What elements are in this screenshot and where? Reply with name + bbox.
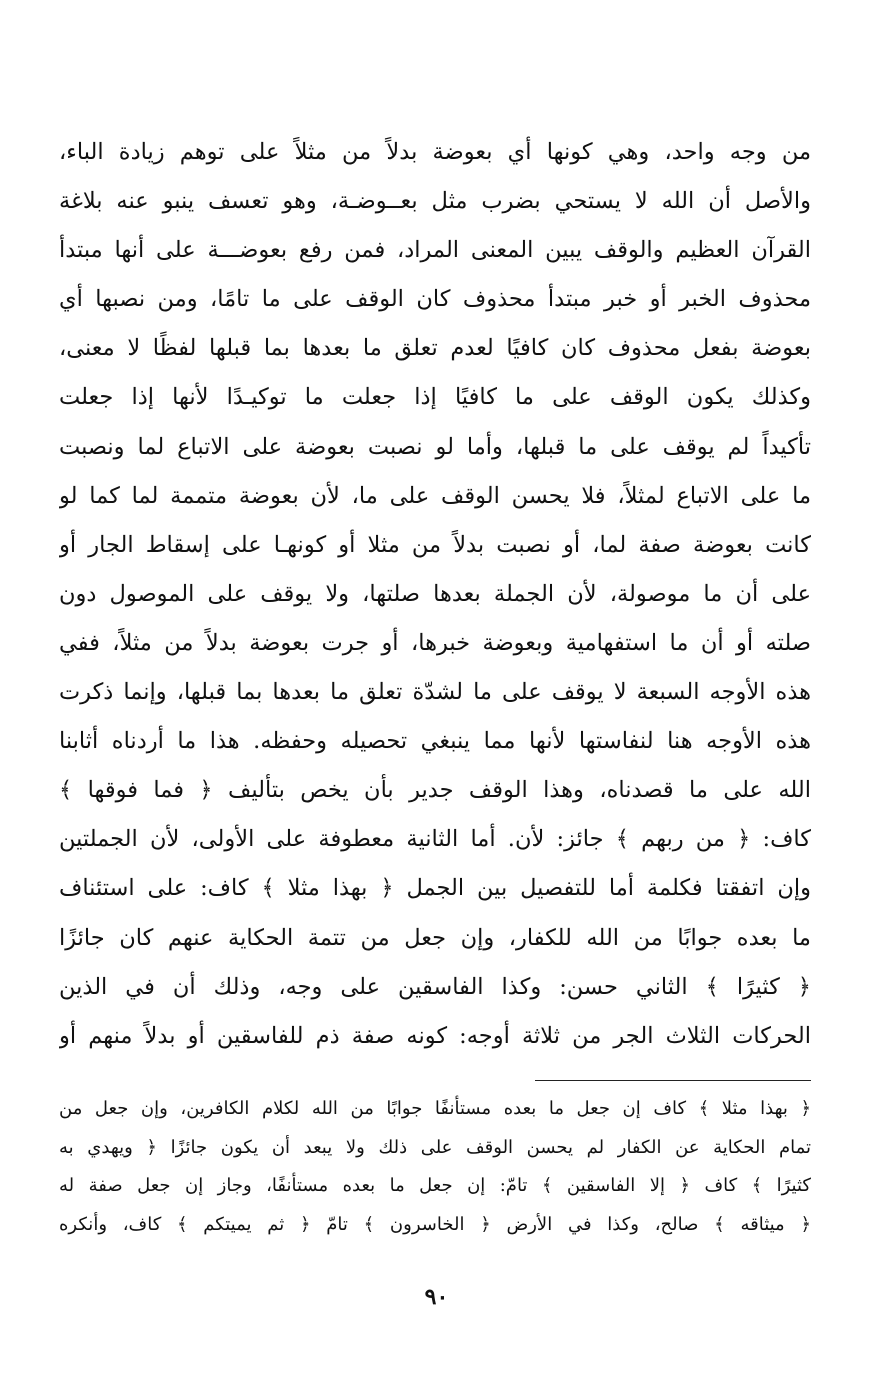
body-line: وإن اتفقتا فكلمة أما للتفصيل بين الجمل ﴿ بهذا مثلا ﴾ كاف: على استئناف: [59, 875, 811, 902]
body-line: على أن ما موصولة، لأن الجملة بعدها صلتها، ولا يوقف على الموصول دون: [59, 580, 811, 607]
footnote-line: ﴿ بهذا مثلا ﴾ كاف إن جعل ما بعده مستأنفًا جوابًا من الله لكلام الكافرين، وإن جعل من: [59, 1098, 811, 1119]
body-line: من وجه واحد، وهي كونها أي بعوضة بدلاً من مثلاً على توهم زيادة الباء،: [59, 139, 811, 165]
body-line: القرآن العظيم والوقف يبين المعنى المراد، فمن رفع بعوضـــة على أنها مبتدأ: [59, 237, 811, 264]
body-line: هذه الأوجه السبعة لا يوقف على ما لشدّة تعلق ما بعدها بما قبلها، وإنما ذكرت: [59, 679, 811, 706]
body-line: الحركات الثلاث الجر من ثلاثة أوجه: كونه صفة ذم للفاسقين أو بدلاً منهم أو: [59, 1022, 811, 1049]
body-line: ﴿ كثيرًا ﴾ الثاني حسن: وكذا الفاسقين على وجه، وذلك أن في الذين: [59, 973, 811, 1000]
main-body-text: [59, 128, 811, 1061]
body-line: تأكيداً لم يوقف على ما قبلها، وأما لو نصبت بعوضة على الاتباع لما ونصبت: [59, 433, 811, 460]
footnotes: [59, 1090, 811, 1245]
body-line: ما بعده جوابًا من الله للكفار، وإن جعل من تتمة الحكاية عنهم كان جائزًا: [59, 924, 811, 951]
body-line: وكذلك يكون الوقف على ما كافيًا إذا جعلت ما توكيـدًا لأنها إذا جعلت: [59, 384, 811, 411]
body-line: صلته أو أن ما استفهامية وبعوضة خبرها، أو جرت بعوضة بدلاً من مثلاً، ففي: [59, 629, 811, 656]
body-line: كاف: ﴿ من ربهم ﴾ جائز: لأن. أما الثانية معطوفة على الأولى، لأن الجملتين: [59, 826, 811, 853]
footnote-line: كثيرًا ﴾ كاف ﴿ إلا الفاسقين ﴾ تامّ: إن جعل ما بعده مستأنفًا، وجاز إن جعل صفة له: [59, 1175, 811, 1197]
body-line: كانت بعوضة صفة لما، أو نصبت بدلاً من مثلا أو كونهـا على إسقاط الجار أو: [59, 531, 811, 558]
body-line: ما على الاتباع لمثلاً، فلا يحسن الوقف على ما، لأن بعوضة متممة لما كما لو: [59, 482, 811, 509]
body-line: بعوضة بفعل محذوف كان كافيًا لعدم تعلق ما بعدها بما قبلها لفظًا لا معنى،: [59, 335, 811, 362]
footnote-divider: [535, 1080, 811, 1081]
body-line: محذوف الخبر أو خبر مبتدأ محذوف كان الوقف على ما تامًا، ومن نصبها أي: [59, 286, 811, 313]
body-line: هذه الأوجه هنا لنفاستها لأنها مما ينبغي تحصيله وحفظه. هذا ما أردناه أثابنا: [59, 728, 811, 755]
page-number: ٩٠: [424, 1284, 449, 1310]
body-line: والأصل أن الله لا يستحي بضرب مثل بعــوضـة، وهو تعسف ينبو عنه بلاغة: [59, 188, 811, 215]
footnote-line: ﴿ ميثاقه ﴾ صالح، وكذا في الأرض ﴿ الخاسرون ﴾ تامّ ﴿ ثم يميتكم ﴾ كاف، وأنكره: [59, 1214, 811, 1236]
footnote-line: تمام الحكاية عن الكفار لم يحسن الوقف على ذلك ولا يبعد أن يكون جائزًا ﴿ ويهدي به: [59, 1136, 811, 1158]
body-line: الله على ما قصدناه، وهذا الوقف جدير بأن يخص بتأليف ﴿ فما فوقها ﴾: [59, 777, 811, 804]
